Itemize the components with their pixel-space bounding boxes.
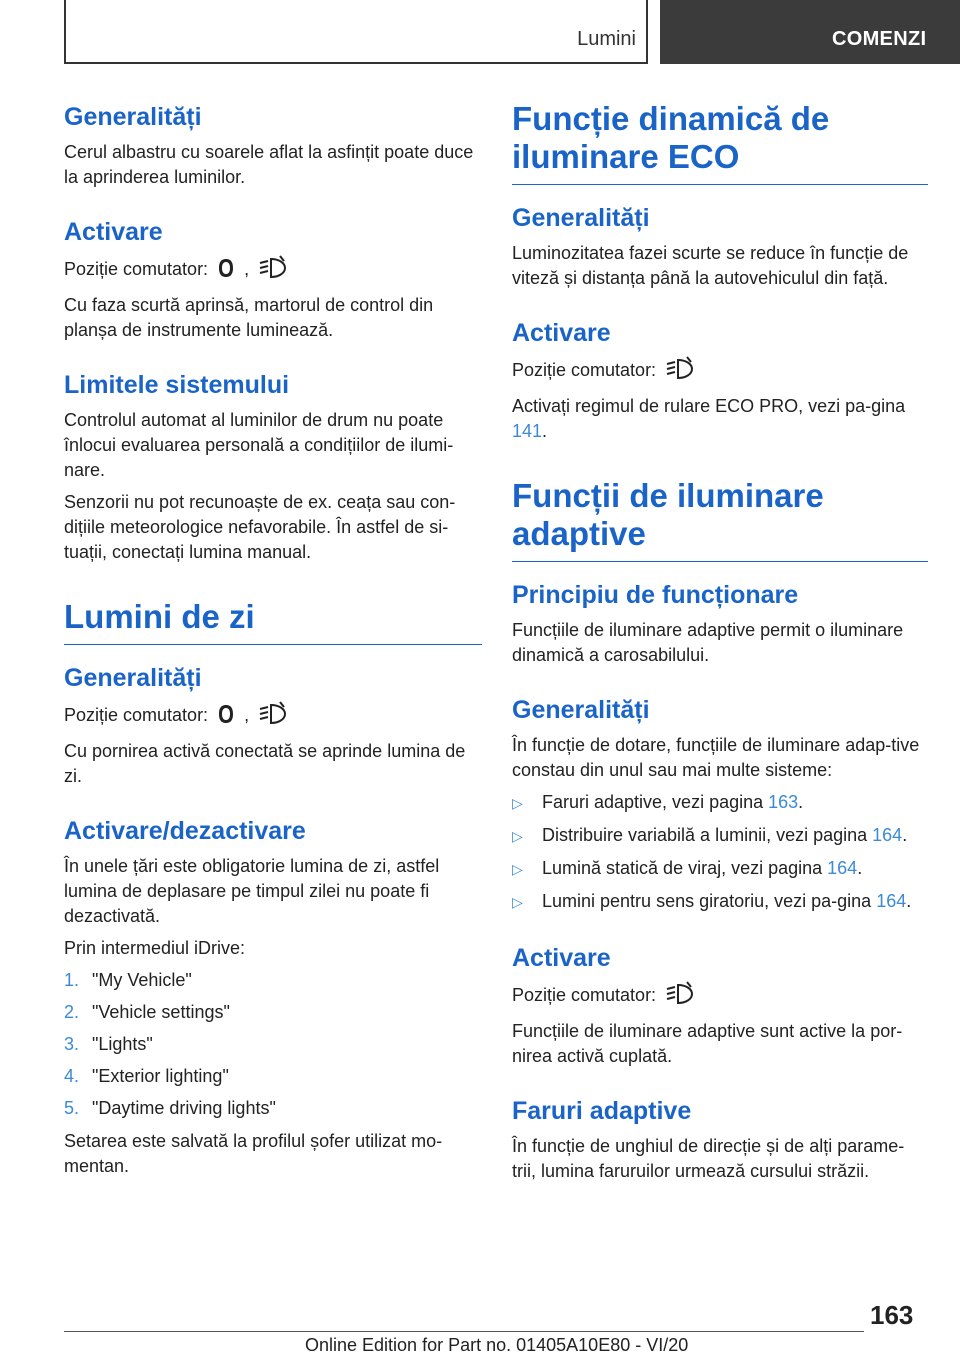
list-item: ▷ Lumini pentru sens giratoriu, vezi pa-gina 164. [512,889,928,915]
bullet-triangle-icon: ▷ [512,795,523,811]
list-item: 5. "Daytime driving lights" [64,1098,276,1118]
header-chapter-tab: COMENZI [660,0,960,64]
low-beam-auto-icon [258,701,288,732]
page-number: 163 [870,1300,914,1330]
auto-light-icon [217,257,235,286]
heading-activare: Activare [64,218,163,246]
chapter-heading-lumini-de-zi: Lumini de zi [64,598,482,645]
list-item: 2. "Vehicle settings" [64,1002,230,1022]
paragraph: Setarea este salvată la profilul șofer utilizat mo-mentan. [64,1131,443,1176]
page-link[interactable]: 164 [872,825,903,845]
paragraph: Cu faza scurtă aprinsă, martorul de control din planșa de instrumente luminează. [64,295,434,340]
header-section-title: Lumini [577,28,636,50]
paragraph: Prin intermediul iDrive: [64,938,246,958]
heading-generalitati: Generalități [512,696,650,724]
footer-divider [64,1331,864,1332]
paragraph: În funcție de unghiul de direcție și de alți parame-trii, lumina faruruilor urmează cursului străzii. [512,1136,905,1181]
auto-light-icon [217,703,235,732]
low-beam-auto-icon [665,356,695,387]
footer-edition: Online Edition for Part no. 01405A10E80 - VI/20 [305,1335,689,1355]
switch-position-line: Poziție comutator: [512,356,928,387]
paragraph: Cerul albastru cu soarele aflat la asfințit poate duce la aprinderea luminilor. [64,142,474,187]
heading-faruri-adaptive: Faruri adaptive [512,1097,692,1125]
page-link[interactable]: 163 [768,792,799,812]
paragraph: În unele țări este obligatorie lumina de zi, astfel lumina de deplasare pe timpul zilei nu poate fi dezactivată. [64,856,440,926]
idrive-steps-list [64,968,482,1121]
heading-principiu-de-functionare: Principiu de funcționare [512,581,799,609]
paragraph: Activați regimul de rulare ECO PRO, vezi pa-gina 141. [512,396,906,441]
low-beam-auto-icon [665,981,695,1012]
list-item: ▷ Faruri adaptive, vezi pagina 163. [512,790,928,816]
low-beam-auto-icon [258,255,288,286]
heading-generalitati: Generalități [64,664,202,692]
switch-position-line: Poziție comutator: , [64,255,482,286]
list-item: 3. "Lights" [64,1034,153,1054]
heading-activare-dezactivare: Activare/dezactivare [64,817,306,845]
list-item: ▷ Lumină statică de viraj, vezi pagina 164. [512,856,928,882]
switch-position-line: Poziție comutator: [512,981,928,1012]
paragraph: Luminozitatea fazei scurte se reduce în funcție de viteză și distanța până la autovehiculul din față. [512,243,909,288]
switch-position-line: Poziție comutator: , [64,701,482,732]
chapter-heading-eco-lighting: Funcție dinamică de iluminare ECO [512,100,928,185]
paragraph: Funcțiile de iluminare adaptive sunt active la por-nirea activă cuplată. [512,1021,903,1066]
page-link[interactable]: 164 [827,858,858,878]
right-column [512,100,928,1191]
paragraph: Senzorii nu pot recunoaște de ex. ceața sau con-dițiile meteorologice nefavorabile. În astfel de si-tuații, conectați lumina manual. [64,492,456,562]
paragraph: Funcțiile de iluminare adaptive permit o iluminare dinamică a carosabilului. [512,620,904,665]
page-link[interactable]: 141 [512,421,543,441]
paragraph: Controlul automat al luminilor de drum nu poate înlocui evaluarea personală a condițiilor de ilumi-nare. [64,410,454,480]
page-link[interactable]: 164 [876,891,907,911]
chapter-heading-adaptive-lighting: Funcții de iluminare adaptive [512,477,928,562]
paragraph: Cu pornirea activă conectată se aprinde lumina de zi. [64,741,466,786]
heading-limitele-sistemului: Limitele sistemului [64,371,290,399]
left-column [64,100,482,1186]
heading-activare: Activare [512,319,611,347]
paragraph: În funcție de dotare, funcțiile de iluminare adap-tive constau din unul sau mai multe sisteme: [512,735,920,780]
heading-generalitati: Generalități [64,103,202,131]
heading-generalitati: Generalități [512,204,650,232]
adaptive-systems-list [512,790,928,915]
bullet-triangle-icon: ▷ [512,828,523,844]
heading-activare: Activare [512,944,611,972]
bullet-triangle-icon: ▷ [512,894,523,910]
list-item: 4. "Exterior lighting" [64,1066,229,1086]
list-item: 1. "My Vehicle" [64,970,192,990]
list-item: ▷ Distribuire variabilă a luminii, vezi pagina 164. [512,823,928,849]
bullet-triangle-icon: ▷ [512,861,523,877]
